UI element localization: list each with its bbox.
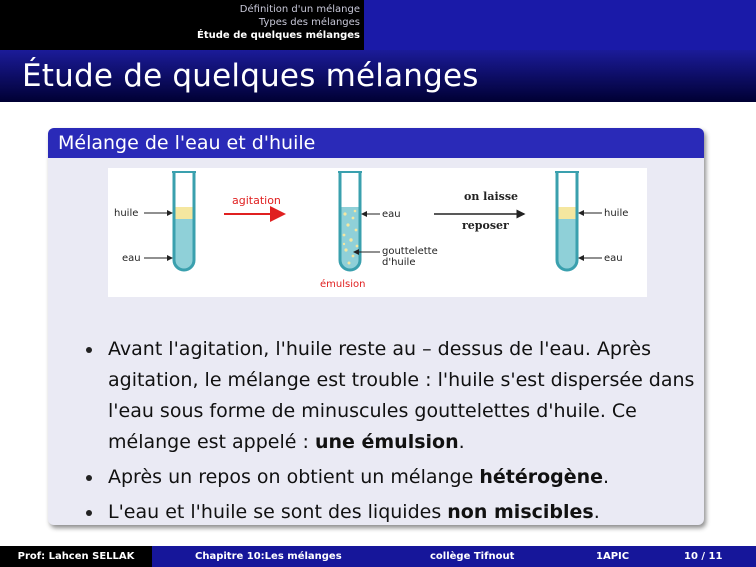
nav-accent-bar: [364, 0, 756, 50]
nav-section-current[interactable]: Étude de quelques mélanges: [197, 30, 360, 41]
bullet-tail: .: [458, 431, 465, 453]
test-tube-emulsion: [338, 172, 362, 270]
label-dhuile: d'huile: [382, 257, 416, 268]
block-body: [48, 158, 704, 525]
bullet-list: [86, 334, 696, 525]
footer-chapter: Chapitre 10:Les mélanges: [195, 551, 342, 562]
test-tube-after: [555, 172, 579, 270]
label-eau-middle: eau: [382, 209, 401, 220]
block-title: Mélange de l'eau et d'huile: [48, 128, 704, 158]
footer: [0, 546, 756, 567]
label-huile-left: huile: [114, 208, 139, 219]
experiment-diagram: [108, 168, 647, 297]
title-bar: [0, 50, 756, 102]
bullet-text: Après un repos on obtient un mélange: [108, 466, 480, 488]
test-tube-before: [172, 172, 196, 270]
bullet-dot-icon: [86, 510, 92, 516]
label-eau-left: eau: [122, 253, 141, 264]
label-agitation: agitation: [232, 194, 281, 207]
bullet-dot-icon: [86, 475, 92, 481]
bullet-emphasis: hétérogène: [479, 466, 604, 488]
label-gouttelette: gouttelette: [382, 246, 438, 257]
bullet-emphasis: une émulsion: [314, 431, 459, 453]
footer-author: Prof: Lahcen SELLAK: [0, 546, 152, 567]
bullet-item: [86, 497, 696, 525]
bullet-item: [86, 462, 696, 493]
emulsion-figure: [108, 168, 647, 297]
bullet-tail: .: [593, 501, 600, 523]
label-on-laisse: on laisse: [464, 190, 519, 203]
content-block: [48, 128, 704, 525]
bullet-emphasis: non miscibles: [447, 501, 594, 523]
footer-page-number: 10 / 11: [684, 551, 723, 562]
bullet-dot-icon: [86, 347, 92, 353]
bullet-text: Avant l'agitation, l'huile reste au – dessus de l'eau. Après agitation, le mélange est trouble : l'huile s'est dispersée dans l'eau sous forme de minuscules gouttelettes d'huile. Ce mélange est appelé :: [108, 338, 695, 453]
bullet-tail: .: [603, 466, 610, 488]
nav-section-types[interactable]: Types des mélanges: [258, 17, 360, 28]
bullet-item: [86, 334, 696, 458]
label-eau-right: eau: [604, 253, 623, 264]
slide-title: Étude de quelques mélanges: [22, 58, 479, 94]
footer-level: 1APIC: [596, 551, 630, 562]
bullet-text: L'eau et l'huile se sont des liquides: [108, 501, 448, 523]
label-reposer: reposer: [462, 219, 509, 232]
footer-school: collège Tifnout: [430, 551, 515, 562]
nav-section-definition[interactable]: Définition d'un mélange: [239, 4, 360, 15]
label-emulsion: émulsion: [320, 279, 366, 290]
label-huile-right: huile: [604, 208, 629, 219]
top-navigation: [0, 0, 756, 50]
section-list: [0, 3, 360, 42]
